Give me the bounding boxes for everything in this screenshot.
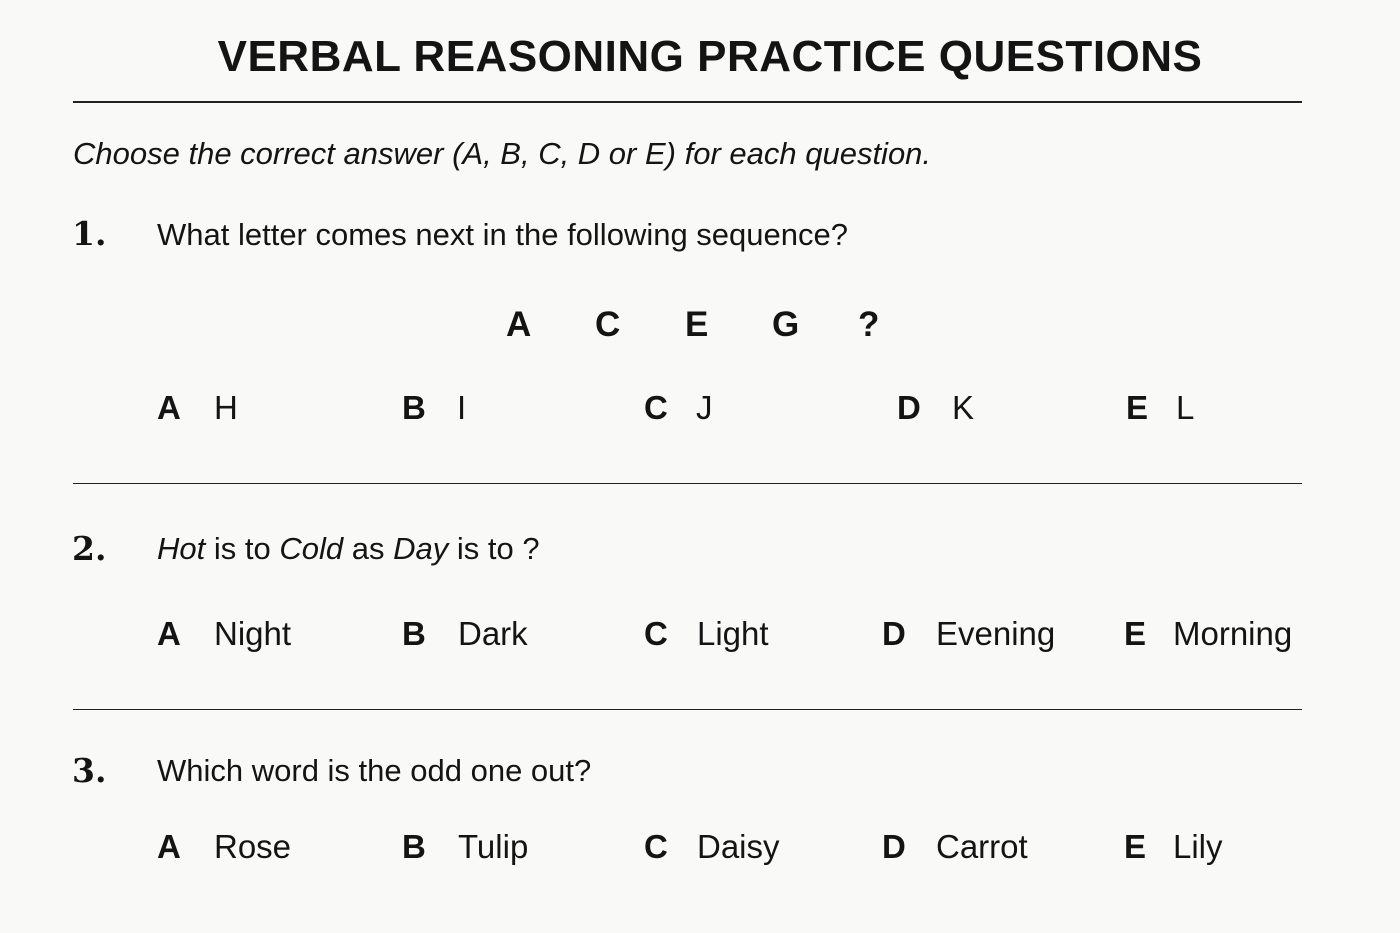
question-divider — [73, 709, 1302, 710]
answer-option-a[interactable] — [157, 389, 238, 427]
answer-option-e[interactable] — [1126, 389, 1194, 427]
option-value: I — [457, 389, 467, 426]
option-key: E — [1126, 389, 1149, 426]
instructions-text: Choose the correct answer (A, B, C, D or E) for each question. — [73, 136, 932, 171]
option-value: L — [1176, 389, 1195, 426]
analogy-connector: as — [351, 531, 385, 566]
answer-option-d[interactable] — [882, 828, 1028, 866]
option-value: J — [696, 389, 713, 426]
page-title: VERBAL REASONING PRACTICE QUESTIONS — [217, 32, 1203, 81]
question-1-text: What letter comes next in the following sequence? — [157, 217, 848, 252]
option-key: A — [157, 828, 181, 865]
option-key: B — [402, 828, 426, 865]
option-key: C — [644, 615, 668, 652]
option-value: Light — [697, 615, 769, 652]
question-3-number: 3. — [72, 751, 107, 790]
option-key: B — [402, 389, 426, 426]
answer-option-b[interactable] — [402, 389, 466, 427]
sequence-letter: A — [506, 305, 532, 344]
option-value: Carrot — [936, 828, 1028, 865]
option-key: B — [402, 615, 426, 652]
option-value: Rose — [214, 828, 292, 865]
option-key: A — [157, 615, 181, 652]
answer-option-a[interactable] — [157, 615, 291, 653]
answer-option-a[interactable] — [157, 828, 291, 866]
sequence-missing: ? — [858, 305, 880, 344]
answer-option-b[interactable] — [402, 615, 528, 653]
answer-option-c[interactable] — [644, 389, 713, 427]
analogy-term: Hot — [157, 531, 206, 566]
sequence-letter: C — [595, 305, 621, 344]
question-2-text — [157, 531, 540, 567]
sequence-letter: G — [772, 305, 800, 344]
option-key: A — [157, 389, 181, 426]
title-divider — [73, 101, 1302, 103]
option-key: D — [882, 615, 906, 652]
option-key: E — [1124, 615, 1147, 652]
option-key: D — [882, 828, 906, 865]
option-key: D — [897, 389, 921, 426]
option-value: K — [952, 389, 975, 426]
question-2-number: 2. — [72, 529, 107, 568]
option-value: Dark — [458, 615, 528, 652]
analogy-term: Day — [393, 531, 449, 566]
option-key: C — [644, 828, 668, 865]
answer-option-d[interactable] — [882, 615, 1055, 653]
option-key: C — [644, 389, 668, 426]
question-divider — [73, 483, 1302, 484]
answer-option-e[interactable] — [1124, 828, 1223, 866]
analogy-connector: is to — [213, 531, 271, 566]
option-key: E — [1124, 828, 1147, 865]
sequence-letter: E — [685, 305, 709, 344]
option-value: Lily — [1173, 828, 1223, 865]
answer-option-d[interactable] — [897, 389, 974, 427]
question-1-number: 1. — [72, 214, 107, 253]
answer-option-c[interactable] — [644, 828, 780, 866]
option-value: Daisy — [697, 828, 780, 865]
analogy-term: Cold — [279, 531, 344, 566]
option-value: Tulip — [458, 828, 529, 865]
answer-option-e[interactable] — [1124, 615, 1292, 653]
answer-option-c[interactable] — [644, 615, 769, 653]
option-value: H — [214, 389, 238, 426]
analogy-connector: is to ? — [456, 531, 540, 566]
option-value: Morning — [1173, 615, 1293, 652]
option-value: Night — [214, 615, 292, 652]
question-3-text: Which word is the odd one out? — [157, 753, 592, 788]
option-value: Evening — [936, 615, 1056, 652]
answer-option-b[interactable] — [402, 828, 528, 866]
